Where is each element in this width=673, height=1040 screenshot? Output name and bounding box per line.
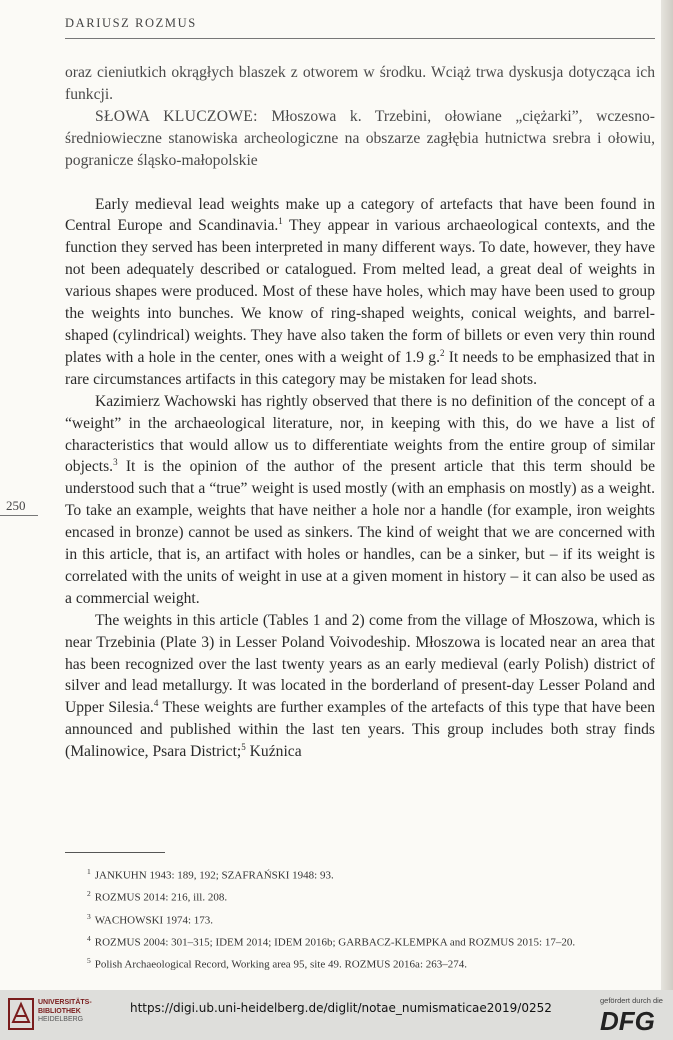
footnote-2 bbox=[65, 885, 655, 907]
page-url-link[interactable]: https://digi.ub.uni-heidelberg.de/diglit/notae_numismaticae2019/0252 bbox=[130, 1001, 552, 1015]
keywords-label: SŁOWA KLUCZOWE: bbox=[95, 107, 258, 125]
paragraph-2-text-a: Kazimierz Wachowski has rightly observed that there is no definition of the concept of a “weight” in the archaeological literature, nor, in keeping with this, do we have a list of characteristics that would allow us to differentiate weights from the entire group of similar objects. bbox=[65, 392, 655, 476]
paragraph-1 bbox=[65, 194, 655, 391]
footnote-number: 4 bbox=[87, 933, 91, 943]
university-library-logo-icon[interactable] bbox=[8, 998, 34, 1030]
footnote-number: 2 bbox=[87, 889, 91, 899]
footnote-ref-2[interactable]: 2 bbox=[440, 347, 445, 358]
header-rule bbox=[65, 38, 655, 39]
university-library-name bbox=[38, 999, 92, 1025]
paragraph-3-text-c: Kuźnica bbox=[245, 743, 302, 761]
footnote-ref-3[interactable]: 3 bbox=[113, 457, 118, 468]
running-head: DARIUSZ ROZMUS bbox=[65, 16, 197, 30]
footnote-ref-1[interactable]: 1 bbox=[278, 216, 283, 227]
footnote-5 bbox=[65, 952, 655, 974]
footnote-4 bbox=[65, 930, 655, 952]
footnote-number: 5 bbox=[87, 956, 91, 965]
paragraph-2-text-b: It is the opinion of the author of the present article that this term should be understood such that a “true” weight is used mostly (with an emphasis on mostly) as a weight. To take an example, weights that have neither a hole nor a handle (for example, iron weights encased in bronze) cannot be used as sinkers. The kind of weight that we are concerned with in this article, that is, an artifact with holes or handles, can be a sinker, but – if its weight is correlated with the units of weight in use at a given moment in history – it can also be used as a commercial weight. bbox=[65, 458, 655, 607]
funded-by-label: gefördert durch die bbox=[600, 996, 663, 1005]
footnote-text: ROZMUS 2014: 216, ill. 208. bbox=[94, 891, 228, 904]
page-number: 250 bbox=[6, 498, 26, 513]
footnote-number: 1 bbox=[87, 867, 91, 876]
library-line-2: BIBLIOTHEK bbox=[38, 1007, 81, 1015]
paragraph-3-text-b: These weights are further examples of the artefacts of this type that have been announced and published within the last ten years. This group includes both stray finds (Malinowice, Psara District; bbox=[65, 699, 655, 761]
library-line-1: UNIVERSITÄTS- bbox=[38, 999, 92, 1006]
footnote-text: Polish Archaeological Record, Working area 95, site 49. ROZMUS 2016a: 263–274. bbox=[94, 958, 467, 971]
keywords-text: Młoszowa k. Trzebini, ołowiane „ciężarki”, wczesnośredniowieczne stanowiska archeologiczne na obszarze zagłębia hutnictwa srebra i ołowiu, pogranicze śląsko-małopolskie bbox=[65, 107, 655, 169]
paragraph-3 bbox=[65, 610, 655, 763]
paragraph-1-text-c: It needs to be emphasized that in rare circumstances artifacts in this category may be mistaken for lead shots. bbox=[65, 348, 655, 388]
abstract-line-end: oraz cieniutkich okrągłych blaszek z otworem w środku. Wciąż trwa dyskusja dotycząca ich funkcji. bbox=[65, 64, 655, 103]
body-text bbox=[65, 194, 655, 764]
footnote-text: ROZMUS 2004: 301–315; IDEM 2014; IDEM 2016b; GARBACZ-KLEMPKA and ROZMUS 2015: 17–20. bbox=[94, 936, 576, 949]
library-line-3: HEIDELBERG bbox=[38, 1016, 84, 1023]
paragraph-1-text-a: Early medieval lead weights make up a category of artefacts that have been found in Central Europe and Scandinavia. bbox=[65, 195, 655, 235]
footnote-3 bbox=[65, 908, 655, 930]
page-edge bbox=[661, 0, 673, 990]
main-text bbox=[65, 62, 655, 763]
keywords-paragraph bbox=[65, 106, 655, 172]
paragraph-2 bbox=[65, 391, 655, 610]
footnote-ref-5[interactable]: 5 bbox=[241, 742, 246, 752]
viewer-footer-bar bbox=[0, 990, 673, 1040]
footnote-rule bbox=[65, 852, 165, 853]
footnote-text: WACHOWSKI 1974: 173. bbox=[94, 914, 213, 927]
page-number-rule bbox=[0, 515, 38, 516]
abstract bbox=[65, 62, 655, 172]
footnote-1 bbox=[65, 863, 655, 885]
dfg-logo[interactable]: DFG bbox=[600, 1006, 655, 1036]
paragraph-1-text-b: They appear in various archaeological contexts, and the function they served has been interpreted in many different ways. To date, however, they have not been adequately described or catalogued. From melted lead, a great deal of weights in various shapes were produced. Most of these have holes, which may have been used to group the weights into bunches. We know of ring-shaped weights, conical weights, and barrel-shaped (cylindrical) weights. They have also taken the form of billets or even very thin round plates with a hole in the center, ones with a weight of 1.9 g. bbox=[65, 217, 655, 366]
footnote-number: 3 bbox=[87, 911, 91, 921]
paragraph-3-text-a: The weights in this article (Tables 1 and 2) come from the village of Młoszowa, which is near Trzebinia (Plate 3) in Lesser Poland Voivodeship. Młoszowa is located near an area that has been recognized over the last twenty years as an early medieval (early Polish) district of silver and lead metallurgy. It was located in the borderland of present-day Lesser Poland and Upper Silesia. bbox=[65, 611, 655, 717]
footnotes bbox=[65, 863, 655, 974]
footnote-text: JANKUHN 1943: 189, 192; SZAFRAŃSKI 1948: 93. bbox=[94, 869, 334, 882]
footnote-ref-4[interactable]: 4 bbox=[153, 698, 159, 709]
